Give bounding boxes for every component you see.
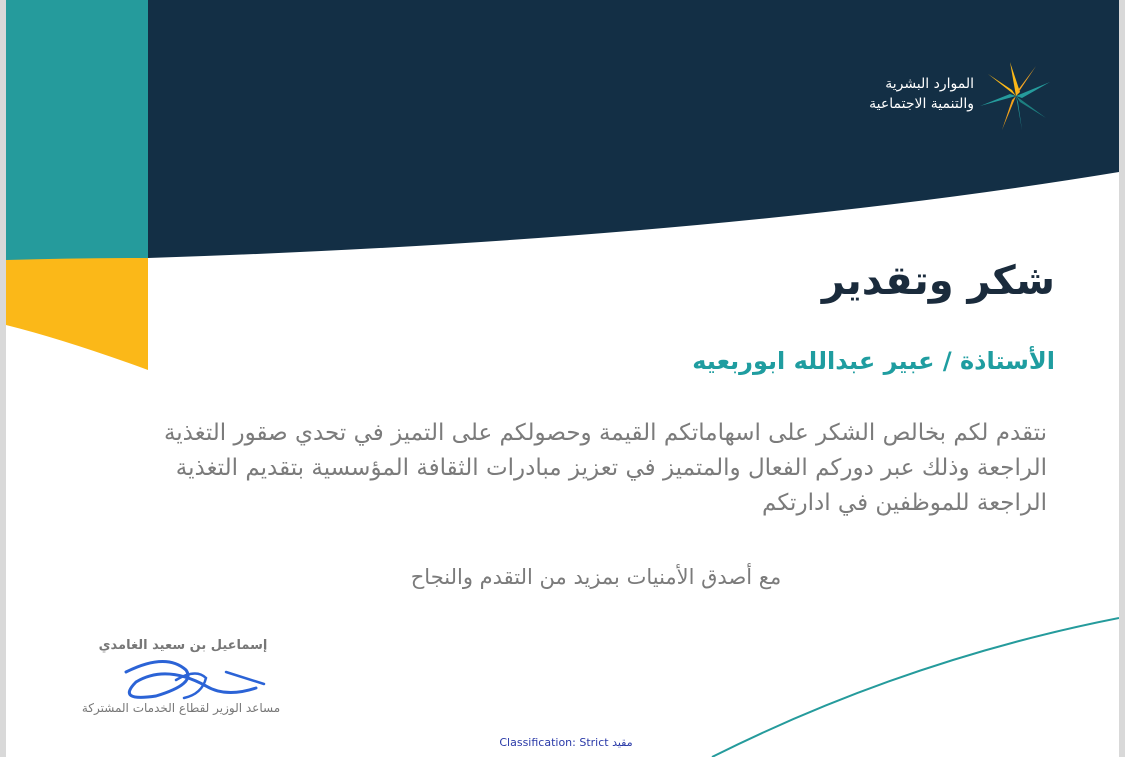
signatory-role: مساعد الوزير لقطاع الخدمات المشتركة <box>81 701 281 715</box>
teal-corner-curve <box>712 618 1119 757</box>
logo-line-2: والتنمية الاجتماعية <box>869 96 974 112</box>
logo-line-1: الموارد البشرية <box>885 76 974 92</box>
yellow-ribbon <box>6 258 148 370</box>
certificate-body-text: نتقدم لكم بخالص الشكر على اسهاماتكم القيمة وحصولكم على التميز في تحدي صقور التغذية الراجعة وذلك عبر دوركم الفعال والمتميز في تعزيز مبادرات الثقافة المؤسسية بتقديم التغذية الراجعة للموظفين في ادارتكم <box>163 420 1047 516</box>
ministry-logo <box>818 58 1058 134</box>
teal-ribbon <box>6 0 148 260</box>
signatory-name: إسماعيل بن سعيد الغامدي <box>98 638 268 653</box>
star-burst-logo-icon <box>974 58 1058 134</box>
recipient-name: الأستاذة / عبير عبدالله ابوربعيه <box>692 347 1055 375</box>
certificate-title: شكر وتقدير <box>821 258 1055 304</box>
classification-label: Classification: Strict مقيد <box>499 736 633 749</box>
closing-wishes: مع أصدق الأمنيات بمزيد من التقدم والنجاح <box>410 565 782 589</box>
logo-text <box>869 74 974 114</box>
page-edge-right <box>1119 0 1125 757</box>
certificate-page <box>6 0 1119 757</box>
